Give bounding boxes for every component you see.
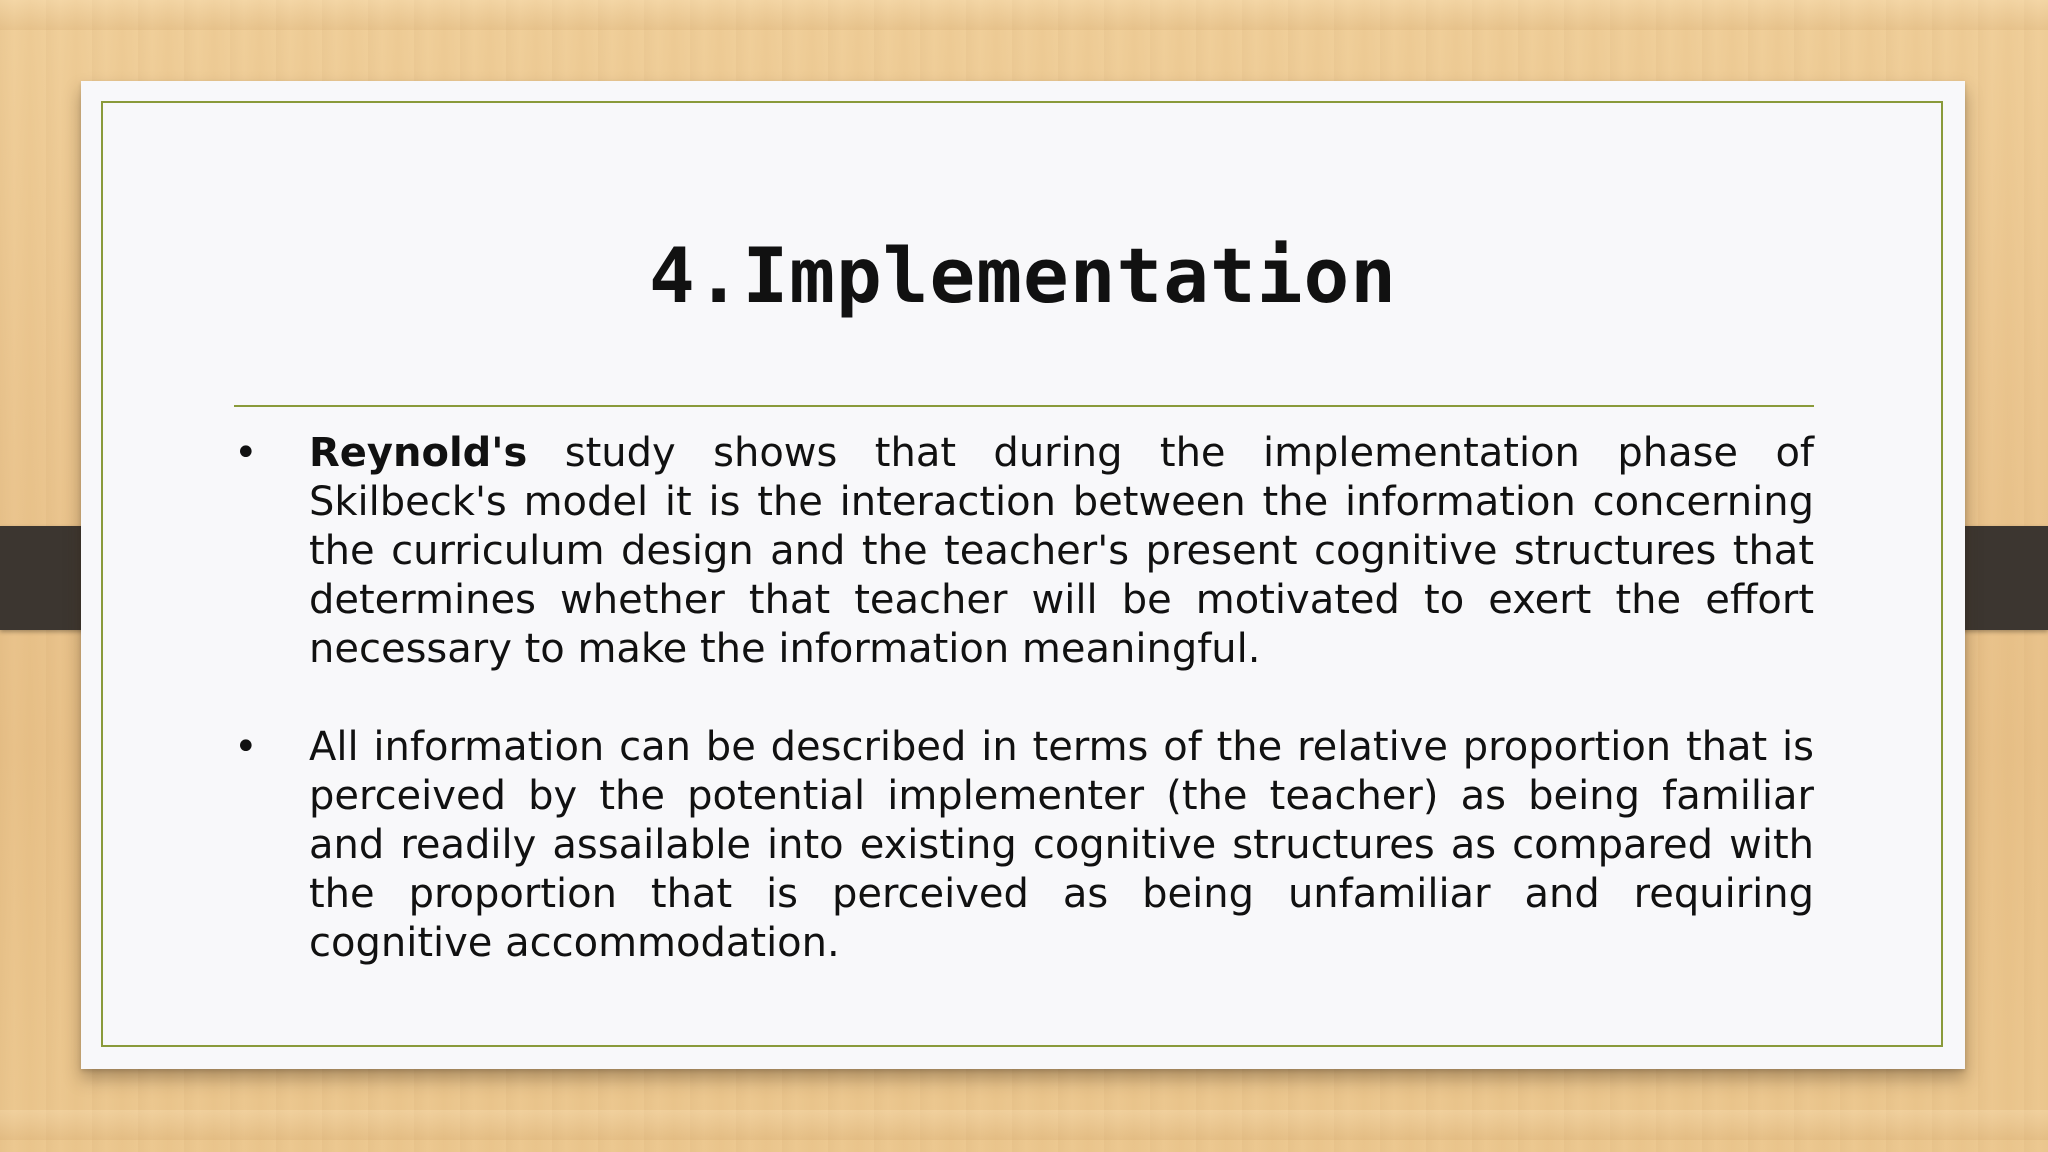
bullet-marker: •: [234, 430, 258, 476]
slide-content: [234, 429, 1814, 1017]
bullet-item-reynolds: [234, 429, 1814, 674]
bullet-text: All information can be described in terms of the relative proportion that is perceived by the potential implementer (the teacher) as being familiar and readily assailable into existing cognitive structures as compared with the proportion that is perceived as being unfamiliar and requiring cognitive accommodation.: [309, 724, 1814, 966]
wood-background-stripe: [0, 1110, 2048, 1140]
bullet-item-information: [234, 723, 1814, 968]
slide-title: 4.Implementation: [648, 231, 1398, 320]
bullet-marker: •: [234, 724, 258, 770]
title-divider: [234, 405, 1814, 407]
bullet-text: study shows that during the implementation phase of Skilbeck's model it is the interaction between the information concerning the curriculum design and the teacher's present cognitive structures that determines whether that teacher will be motivated to exert the effort necessary to make the information meaningful.: [309, 430, 1814, 672]
bullet-lead-bold: Reynold's: [309, 430, 528, 476]
slide-card: [81, 81, 1965, 1069]
wood-background-stripe: [0, 0, 2048, 30]
